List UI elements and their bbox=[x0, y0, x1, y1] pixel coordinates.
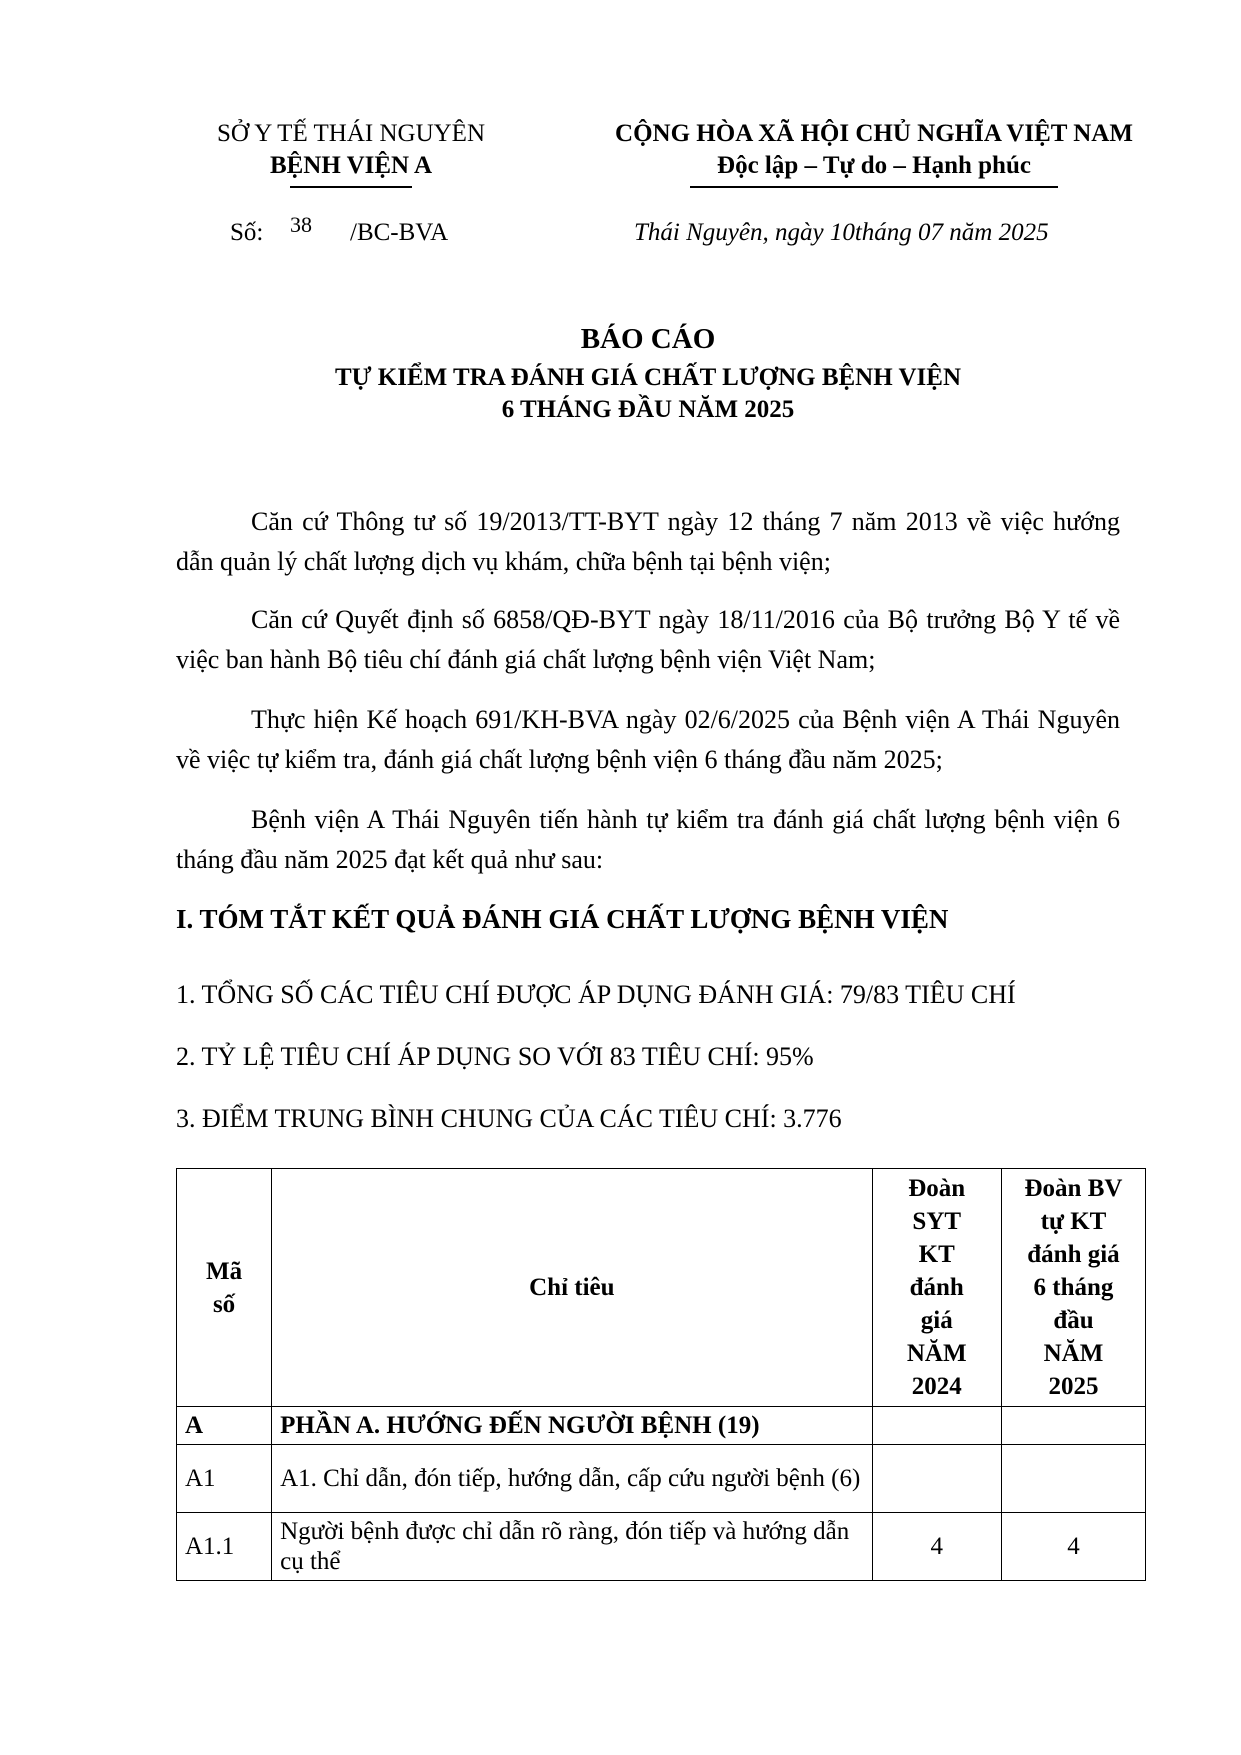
report-subtitle-line1: TỰ KIỂM TRA ĐÁNH GIÁ CHẤT LƯỢNG BỆNH VIỆN bbox=[334, 364, 961, 391]
table-row bbox=[177, 1513, 1146, 1581]
department-name: SỞ Y TẾ THÁI NGUYÊN bbox=[216, 120, 486, 147]
report-subtitle-line2: 6 THÁNG ĐẦU NĂM 2025 bbox=[501, 396, 795, 423]
doc-number-value: 38 bbox=[290, 212, 312, 237]
section-heading: I. TÓM TẮT KẾT QUẢ ĐÁNH GIÁ CHẤT LƯỢNG BỆNH VIỆN bbox=[176, 904, 949, 934]
table-header-row bbox=[177, 1169, 1146, 1407]
national-motto: Độc lập – Tự do – Hạnh phúc bbox=[717, 152, 1031, 179]
header-syt-2024: Đoàn SYT KT đánh giá NĂM 2024 bbox=[872, 1169, 1001, 1407]
row-syt-score: 4 bbox=[872, 1513, 1001, 1581]
row-code: A1.1 bbox=[177, 1513, 272, 1581]
header-bv-2025: Đoàn BV tự KT đánh giá 6 tháng đầu NĂM 2025 bbox=[1001, 1169, 1145, 1407]
hospital-underline bbox=[290, 186, 412, 188]
summary-item: 2. TỶ LỆ TIÊU CHÍ ÁP DỤNG SO VỚI 83 TIÊU CHÍ: 95% bbox=[176, 1042, 814, 1071]
paragraph-basis-circular: Căn cứ Thông tư số 19/2013/TT-BYT ngày 12 tháng 7 năm 2013 về việc hướng dẫn quản lý chất lượng dịch vụ khám, chữa bệnh tại bệnh viện; bbox=[176, 507, 1120, 576]
row-code: A bbox=[177, 1407, 272, 1445]
table-row bbox=[177, 1445, 1146, 1513]
row-code: A1 bbox=[177, 1445, 272, 1513]
row-bv-score: 4 bbox=[1001, 1513, 1145, 1581]
nation-title: CỘNG HÒA XÃ HỘI CHỦ NGHĨA VIỆT NAM bbox=[615, 120, 1133, 147]
table-row bbox=[177, 1407, 1146, 1445]
header-code: Mã số bbox=[177, 1169, 272, 1407]
row-criteria: PHẦN A. HƯỚNG ĐẾN NGƯỜI BỆNH (19) bbox=[272, 1407, 872, 1445]
row-syt-score bbox=[872, 1445, 1001, 1513]
row-criteria: A1. Chỉ dẫn, đón tiếp, hướng dẫn, cấp cứu người bệnh (6) bbox=[272, 1445, 872, 1513]
hospital-name: BỆNH VIỆN A bbox=[269, 152, 433, 179]
summary-item: 3. ĐIỂM TRUNG BÌNH CHUNG CỦA CÁC TIÊU CHÍ: 3.776 bbox=[176, 1104, 842, 1133]
paragraph-plan: Thực hiện Kế hoạch 691/KH-BVA ngày 02/6/2025 của Bệnh viện A Thái Nguyên về việc tự kiểm tra, đánh giá chất lượng bệnh viện 6 tháng đầu năm 2025; bbox=[176, 705, 1120, 774]
row-bv-score bbox=[1001, 1445, 1145, 1513]
summary-item: 1. TỔNG SỐ CÁC TIÊU CHÍ ĐƯỢC ÁP DỤNG ĐÁNH GIÁ: 79/83 TIÊU CHÍ bbox=[176, 980, 1016, 1009]
row-bv-score bbox=[1001, 1407, 1145, 1445]
row-criteria: Người bệnh được chỉ dẫn rõ ràng, đón tiếp và hướng dẫn cụ thể bbox=[272, 1513, 872, 1581]
paragraph-basis-decision: Căn cứ Quyết định số 6858/QĐ-BYT ngày 18/11/2016 của Bộ trưởng Bộ Y tế về việc ban hành Bộ tiêu chí đánh giá chất lượng bệnh viện Việt Nam; bbox=[176, 605, 1120, 674]
paragraph-result-intro: Bệnh viện A Thái Nguyên tiến hành tự kiểm tra đánh giá chất lượng bệnh viện 6 tháng đầu năm 2025 đạt kết quả như sau: bbox=[176, 805, 1120, 874]
doc-number-label: Số: bbox=[230, 219, 264, 246]
header-criteria: Chỉ tiêu bbox=[272, 1169, 872, 1407]
doc-number-suffix: /BC-BVA bbox=[350, 219, 449, 246]
report-title: BÁO CÁO bbox=[580, 323, 716, 355]
row-syt-score bbox=[872, 1407, 1001, 1445]
criteria-table bbox=[176, 1168, 1146, 1581]
place-date: Thái Nguyên, ngày 10tháng 07 năm 2025 bbox=[634, 219, 1049, 246]
motto-underline bbox=[690, 186, 1058, 188]
